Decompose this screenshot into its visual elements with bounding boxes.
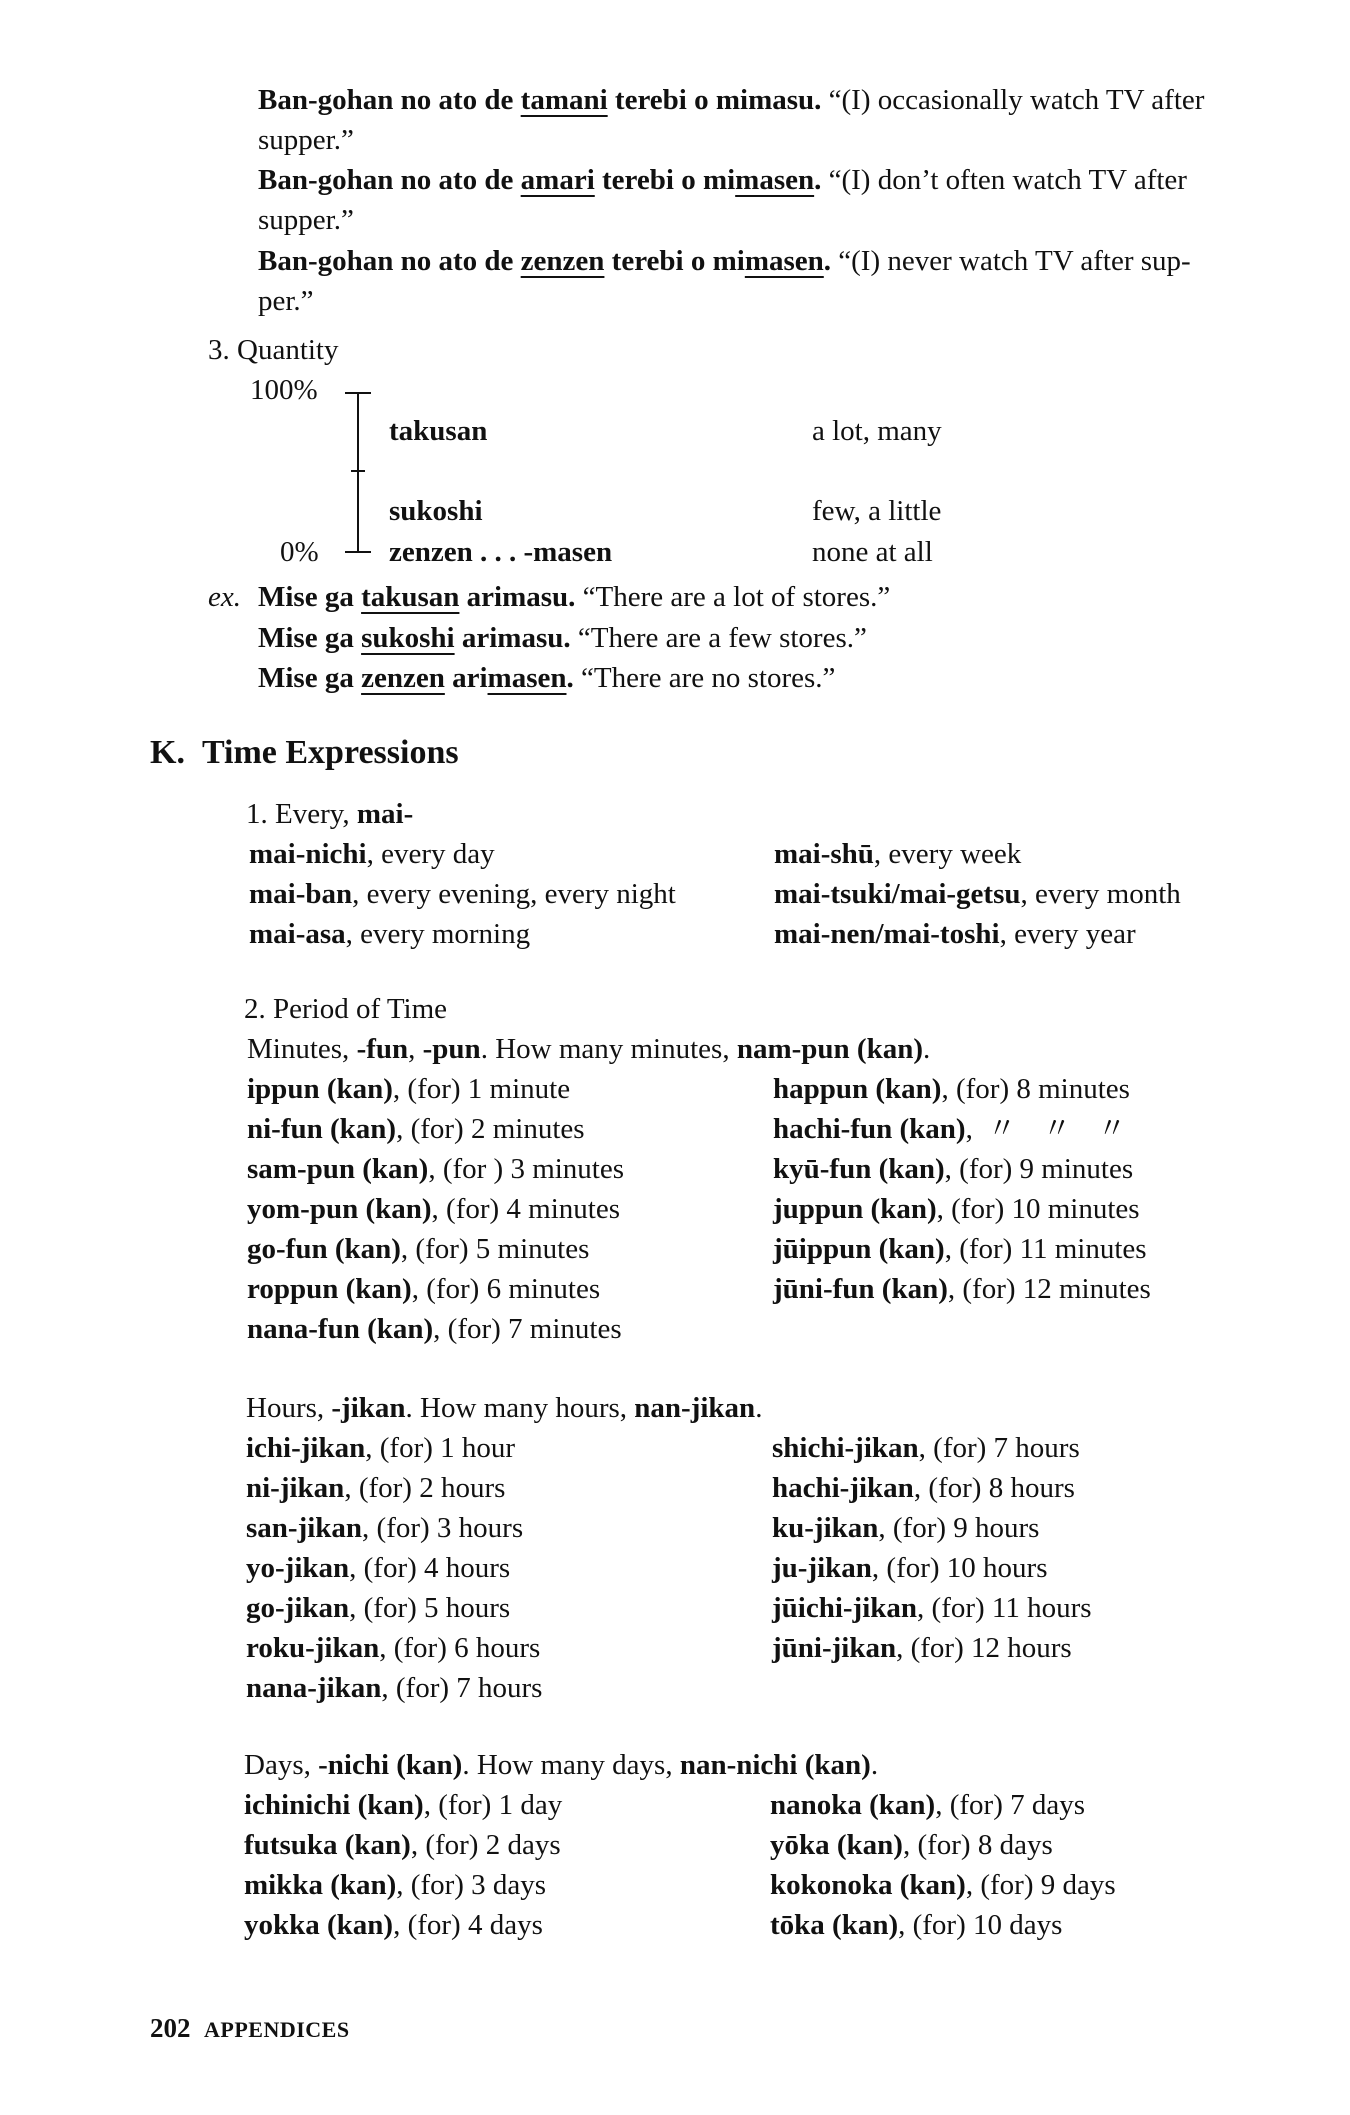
scale-bar — [357, 392, 359, 552]
scale-tick-mid — [351, 470, 365, 472]
vocab-entry: ichi-jikan, (for) 1 hour — [246, 1432, 516, 1464]
example-sentence: Mise ga sukoshi arimasu. “There are a few stores.” — [258, 622, 867, 654]
vocab-entry: yokka (kan), (for) 4 days — [244, 1909, 543, 1941]
example-label: ex. — [208, 581, 241, 613]
vocab-entry: shichi-jikan, (for) 7 hours — [772, 1432, 1080, 1464]
vocab-entry: go-fun (kan), (for) 5 minutes — [247, 1233, 590, 1265]
vocab-entry: jūichi-jikan, (for) 11 hours — [772, 1592, 1092, 1624]
quantity-gloss: none at all — [812, 536, 933, 568]
vocab-entry: jūippun (kan), (for) 11 minutes — [773, 1233, 1147, 1265]
vocab-entry: yo-jikan, (for) 4 hours — [246, 1552, 511, 1584]
quantity-term: sukoshi — [389, 495, 483, 527]
section-heading: K. Time Expressions — [150, 734, 459, 771]
vocab-entry: yom-pun (kan), (for) 4 minutes — [247, 1193, 620, 1225]
vocab-entry: nana-jikan, (for) 7 hours — [246, 1672, 543, 1704]
vocab-entry: hachi-fun (kan), 〃〃〃 — [773, 1113, 1153, 1145]
example-sentence: Ban-gohan no ato de zenzen terebi o mimasen. “(I) never watch TV after sup- — [258, 245, 1191, 277]
example-continuation: per.” — [258, 285, 314, 317]
vocab-entry: mai-ban, every evening, every night — [249, 878, 676, 910]
quantity-term: zenzen . . . -masen — [389, 536, 613, 568]
vocab-entry: mai-shū, every week — [774, 838, 1022, 870]
vocab-entry: mai-nichi, every day — [249, 838, 495, 870]
quantity-term: takusan — [389, 415, 488, 447]
vocab-entry: futsuka (kan), (for) 2 days — [244, 1829, 561, 1861]
quantity-gloss: a lot, many — [812, 415, 942, 447]
vocab-entry: sam-pun (kan), (for ) 3 minutes — [247, 1153, 625, 1185]
vocab-entry: mai-tsuki/mai-getsu, every month — [774, 878, 1181, 910]
vocab-entry: ippun (kan), (for) 1 minute — [247, 1073, 571, 1105]
vocab-entry: ku-jikan, (for) 9 hours — [772, 1512, 1040, 1544]
running-head: APPENDICES — [204, 2017, 350, 2042]
example-sentence: Mise ga takusan arimasu. “There are a lot of stores.” — [258, 581, 891, 613]
vocab-entry: roppun (kan), (for) 6 minutes — [247, 1273, 601, 1305]
hours-intro: Hours, -jikan. How many hours, nan-jikan. — [246, 1392, 763, 1424]
quantity-gloss: few, a little — [812, 495, 942, 527]
vocab-entry: mai-asa, every morning — [249, 918, 531, 950]
scale-bottom-label: 0% — [280, 536, 319, 568]
vocab-entry: jūni-jikan, (for) 12 hours — [772, 1632, 1072, 1664]
quantity-heading: 3. Quantity — [208, 334, 339, 366]
vocab-entry: tōka (kan), (for) 10 days — [770, 1909, 1063, 1941]
scale-tick-top — [345, 392, 371, 394]
vocab-entry: juppun (kan), (for) 10 minutes — [773, 1193, 1140, 1225]
vocab-entry: ichinichi (kan), (for) 1 day — [244, 1789, 563, 1821]
page-footer — [150, 2008, 350, 2050]
vocab-entry: nanoka (kan), (for) 7 days — [770, 1789, 1086, 1821]
vocab-entry: yōka (kan), (for) 8 days — [770, 1829, 1053, 1861]
vocab-entry: kokonoka (kan), (for) 9 days — [770, 1869, 1116, 1901]
scale-top-label: 100% — [250, 374, 318, 406]
vocab-entry: kyū-fun (kan), (for) 9 minutes — [773, 1153, 1134, 1185]
example-continuation: supper.” — [258, 124, 354, 156]
example-continuation: supper.” — [258, 204, 354, 236]
every-heading: 1. Every, mai- — [246, 798, 414, 830]
vocab-entry: go-jikan, (for) 5 hours — [246, 1592, 511, 1624]
vocab-entry: happun (kan), (for) 8 minutes — [773, 1073, 1130, 1105]
vocab-entry: roku-jikan, (for) 6 hours — [246, 1632, 541, 1664]
example-sentence: Mise ga zenzen arimasen. “There are no stores.” — [258, 662, 836, 694]
days-intro: Days, -nichi (kan). How many days, nan-nichi (kan). — [244, 1749, 879, 1781]
page-number: 202 — [150, 2013, 191, 2043]
period-heading: 2. Period of Time — [244, 993, 448, 1025]
scale-tick-bottom — [345, 551, 371, 553]
vocab-entry: ju-jikan, (for) 10 hours — [772, 1552, 1048, 1584]
example-sentence: Ban-gohan no ato de amari terebi o mimasen. “(I) don’t often watch TV after — [258, 164, 1187, 196]
vocab-entry: mai-nen/mai-toshi, every year — [774, 918, 1136, 950]
vocab-entry: ni-fun (kan), (for) 2 minutes — [247, 1113, 585, 1145]
vocab-entry: mikka (kan), (for) 3 days — [244, 1869, 547, 1901]
vocab-entry: jūni-fun (kan), (for) 12 minutes — [773, 1273, 1151, 1305]
vocab-entry: nana-fun (kan), (for) 7 minutes — [247, 1313, 622, 1345]
vocab-entry: san-jikan, (for) 3 hours — [246, 1512, 524, 1544]
minutes-intro: Minutes, -fun, -pun. How many minutes, nam-pun (kan). — [247, 1033, 931, 1065]
ditto-marks: 〃〃〃 — [987, 1113, 1153, 1145]
vocab-entry: ni-jikan, (for) 2 hours — [246, 1472, 506, 1504]
vocab-entry: hachi-jikan, (for) 8 hours — [772, 1472, 1075, 1504]
example-sentence: Ban-gohan no ato de tamani terebi o mimasu. “(I) occasionally watch TV after — [258, 84, 1205, 116]
